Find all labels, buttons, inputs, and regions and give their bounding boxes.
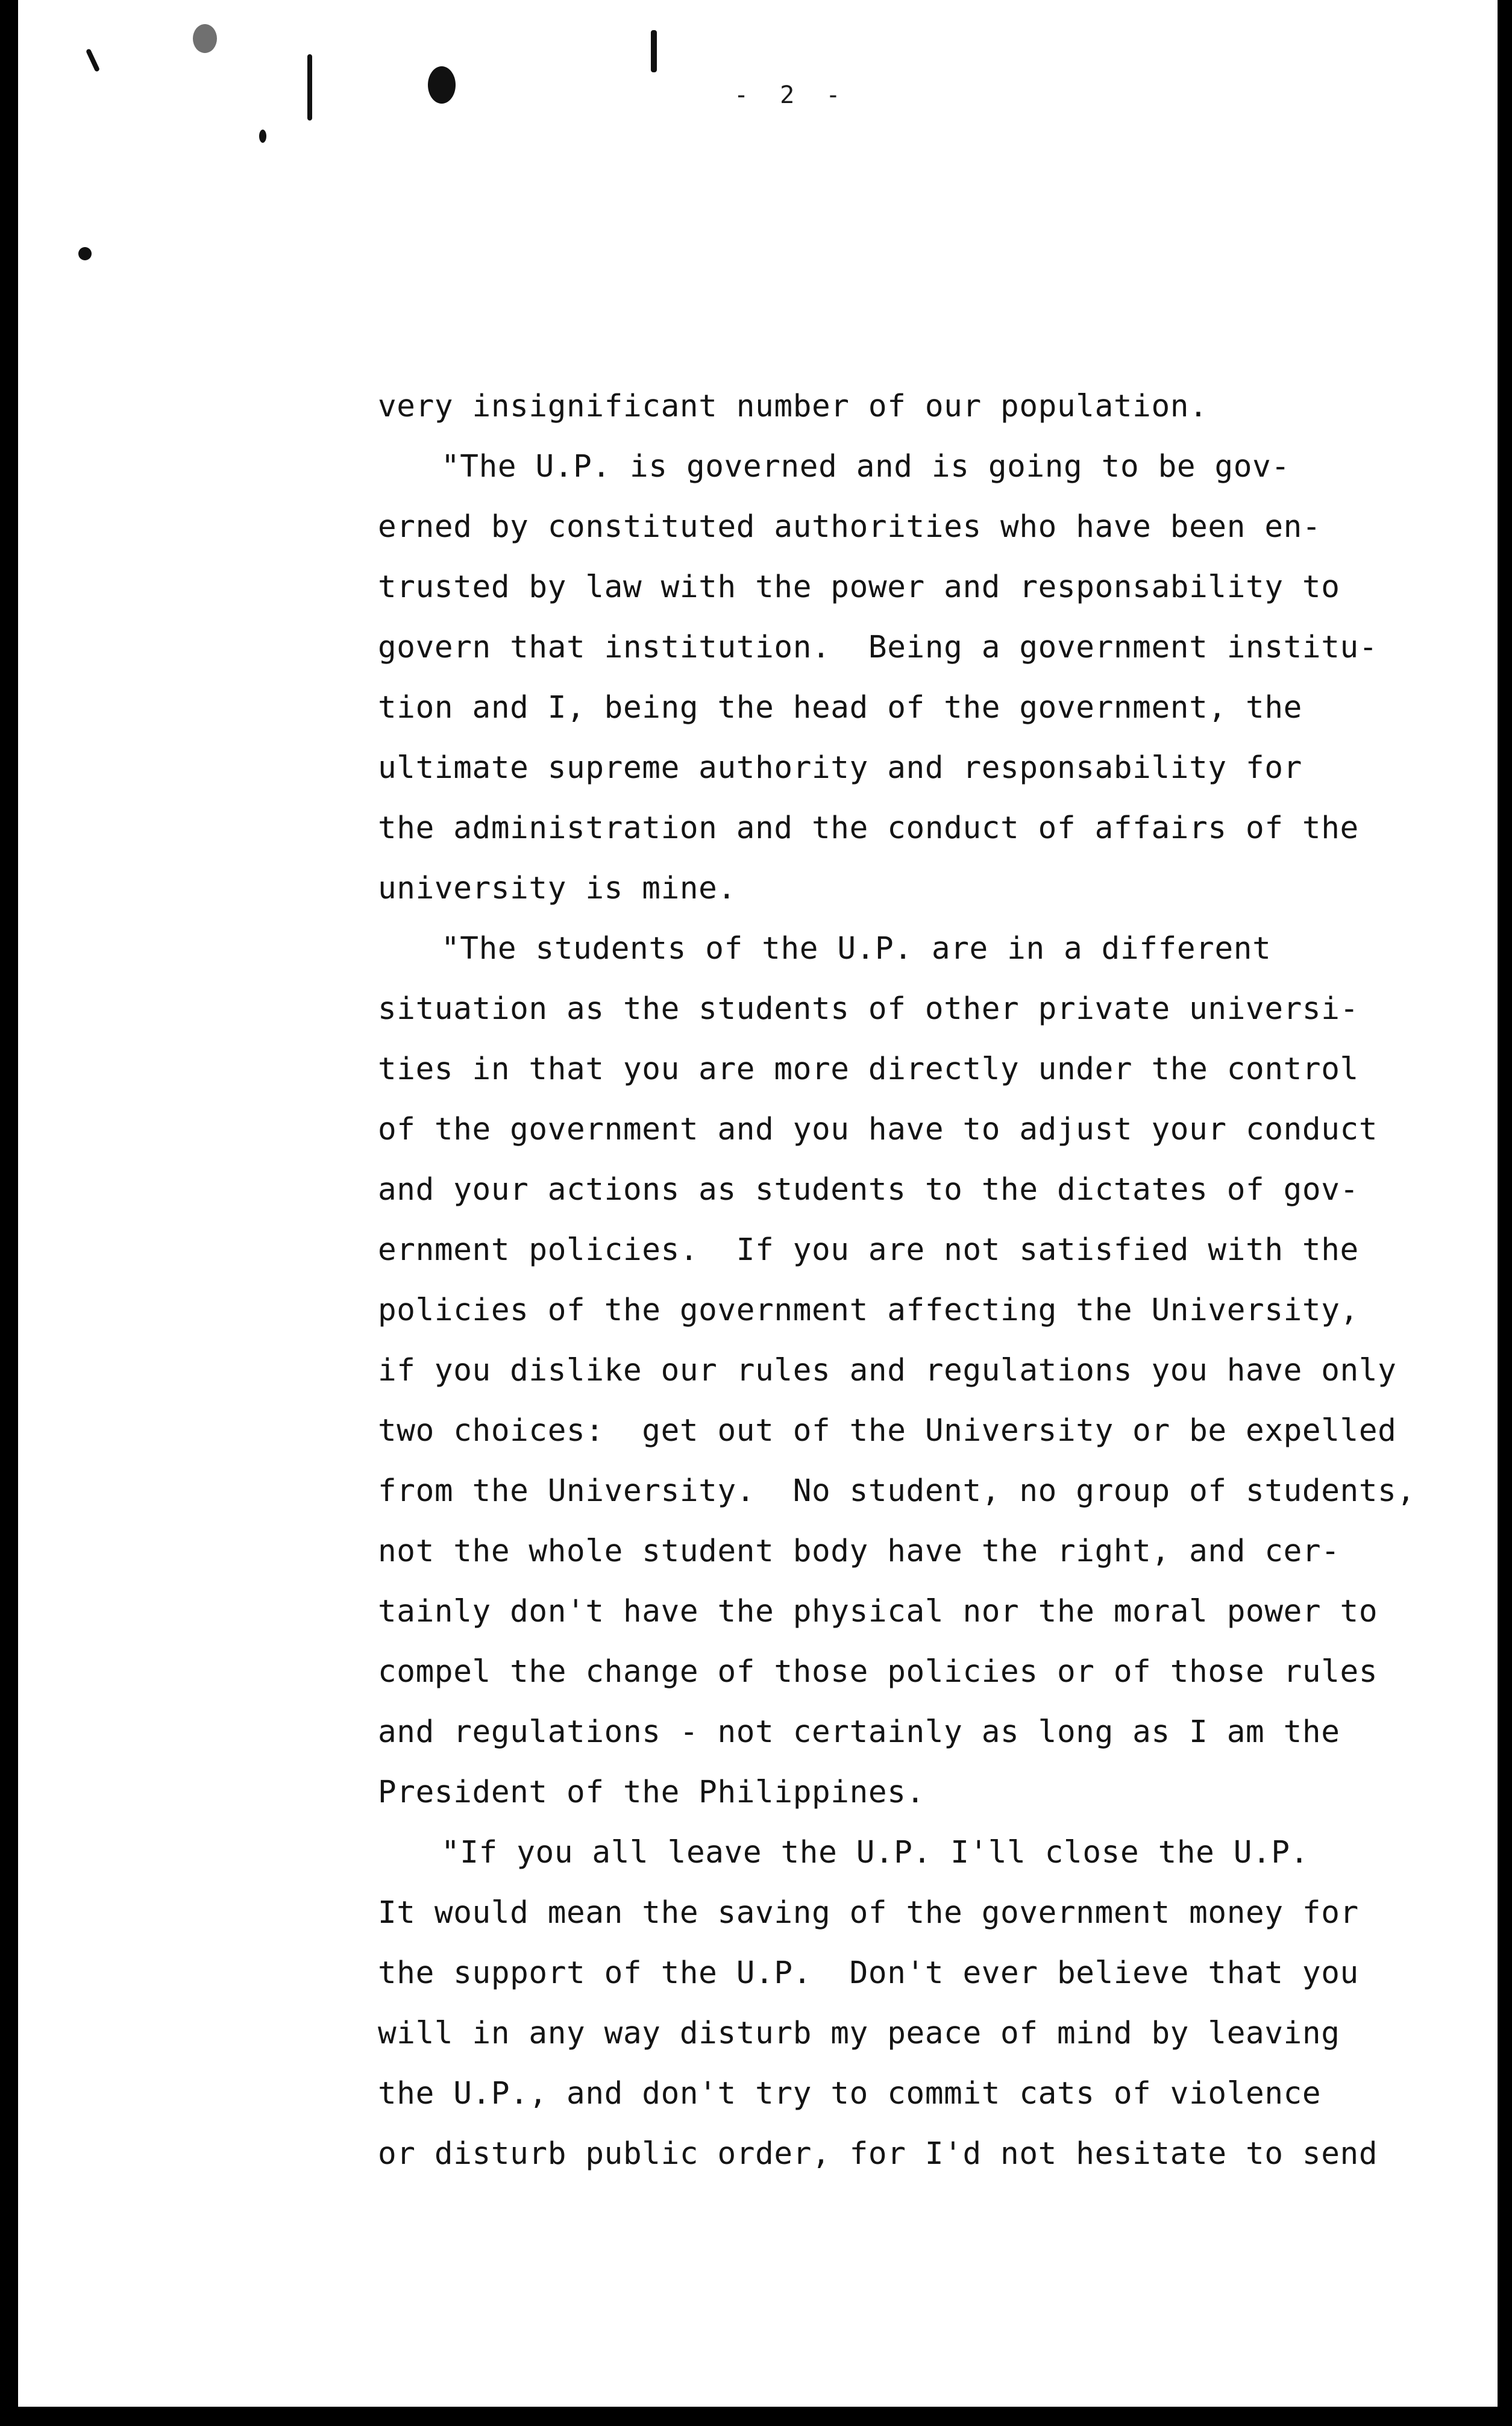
text-line: very insignificant number of our population. [378, 389, 1208, 424]
text-line: It would mean the saving of the government money for [378, 1895, 1359, 1931]
text-line: and regulations - not certainly as long as I am the [378, 1714, 1340, 1750]
text-line: the support of the U.P. Don't ever believe that you [378, 1955, 1359, 1991]
text-line: tion and I, being the head of the government, the [378, 690, 1302, 726]
text-line: university is mine. [378, 871, 736, 906]
scan-smudge-mark [428, 66, 456, 104]
scan-smudge-mark [651, 30, 657, 72]
text-line: policies of the government affecting the University, [378, 1293, 1359, 1328]
text-line: govern that institution. Being a government institu- [378, 630, 1378, 665]
text-line: "The students of the U.P. are in a different [441, 931, 1272, 967]
text-line: erned by constituted authorities who have been en- [378, 509, 1322, 545]
text-line: the administration and the conduct of affairs of the [378, 810, 1359, 846]
text-line: will in any way disturb my peace of mind by leaving [378, 2016, 1340, 2051]
text-line: situation as the students of other private universi- [378, 991, 1359, 1027]
text-line: ultimate supreme authority and responsability for [378, 750, 1302, 786]
text-line: and your actions as students to the dictates of gov- [378, 1172, 1359, 1208]
text-line: "If you all leave the U.P. I'll close the U.P. [441, 1835, 1310, 1870]
scan-smudge-mark [193, 24, 217, 53]
scan-smudge-mark [78, 247, 92, 260]
text-line: ties in that you are more directly under the control [378, 1052, 1359, 1087]
text-line: not the whole student body have the right, and cer- [378, 1534, 1340, 1569]
text-line: the U.P., and don't try to commit cats of violence [378, 2076, 1322, 2111]
scan-smudge-mark [86, 48, 100, 72]
text-line: trusted by law with the power and responsability to [378, 569, 1340, 605]
text-line: compel the change of those policies or of those rules [378, 1654, 1378, 1690]
text-line: from the University. No student, no group of students, [378, 1473, 1416, 1509]
scan-smudge-mark [307, 54, 312, 121]
text-line: of the government and you have to adjust your conduct [378, 1112, 1378, 1147]
document-page [18, 0, 1498, 2407]
text-line: tainly don't have the physical nor the moral power to [378, 1594, 1378, 1629]
text-line: two choices: get out of the University or be expelled [378, 1413, 1397, 1449]
page-number: - 2 - [734, 81, 849, 109]
body-text [378, 377, 1438, 2184]
text-line: if you dislike our rules and regulations you have only [378, 1353, 1397, 1388]
text-line: President of the Philippines. [378, 1775, 925, 1810]
text-line: ernment policies. If you are not satisfied with the [378, 1232, 1359, 1268]
text-line: "The U.P. is governed and is going to be gov- [441, 449, 1290, 484]
text-line: or disturb public order, for I'd not hesitate to send [378, 2136, 1378, 2172]
scan-smudge-mark [259, 130, 266, 143]
